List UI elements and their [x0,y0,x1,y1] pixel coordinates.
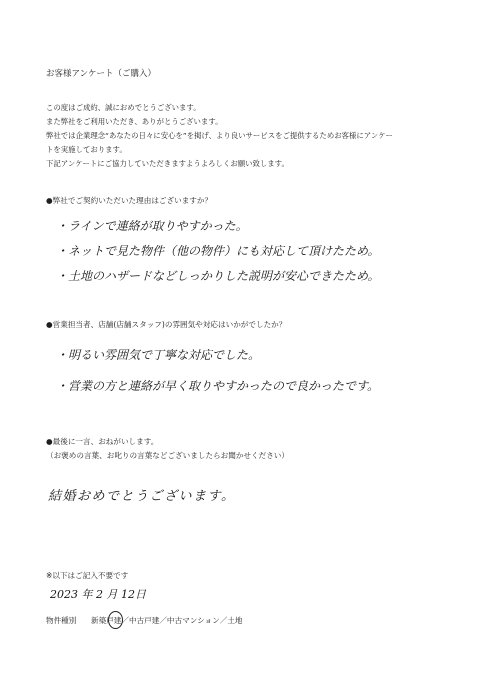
intro-line: また弊社をご利用いただき、ありがとうございます。 [46,117,223,126]
question-2-answer: ・営業の方と連絡が早く取りやすかったので良かったです。 [56,379,380,393]
question-3-answer: 結婚おめでとうございます。 [48,489,236,504]
handwritten-date: 2023 年 2 月 12日 [50,588,146,601]
question-1-answer: ・ネットで見た物件（他の物件）にも対応して頂けたため。 [56,244,380,258]
question-3-label: ●最後に一言、おねがいします。 [46,437,159,446]
question-1-answer: ・ラインで連絡が取りやすかった。 [56,219,248,233]
question-1-answer: ・土地のハザードなどしっかりした説明が安心できたため。 [56,269,380,283]
intro-line: 下記アンケートにご協力していただきますようよろしくお願い致します。 [46,159,289,168]
question-3-sub: （お褒めの言葉、お叱りの言葉などございましたらお聞かせください） [46,451,289,460]
intro-line: 弊社では企業理念“あなたの日々に安心を”を掲げ、より良いサービスをご提供するためお客様にアンケー [46,131,393,140]
question-1-label: ●弊社でご契約いただいた理由はございますか？ [46,196,213,205]
intro-line: この度はご成約、誠におめでとうございます。 [46,103,201,112]
question-2-answer: ・明るい雰囲気で丁寧な対応でした。 [56,348,261,362]
property-type-label: 物件種別 [46,616,77,625]
form-title: お客様アンケート（ご購入） [46,69,156,79]
office-use-note: ※以下はご記入不要です [46,571,129,580]
question-2-label: ●営業担当者、店舗(店舗スタッフ)の雰囲気や対応はいかがでしたか？ [46,320,287,329]
intro-text [46,104,393,174]
property-type-options: 新築戸建／中古戸建／中古マンション／土地 [91,616,243,625]
intro-line: トを実施しております。 [46,145,127,154]
